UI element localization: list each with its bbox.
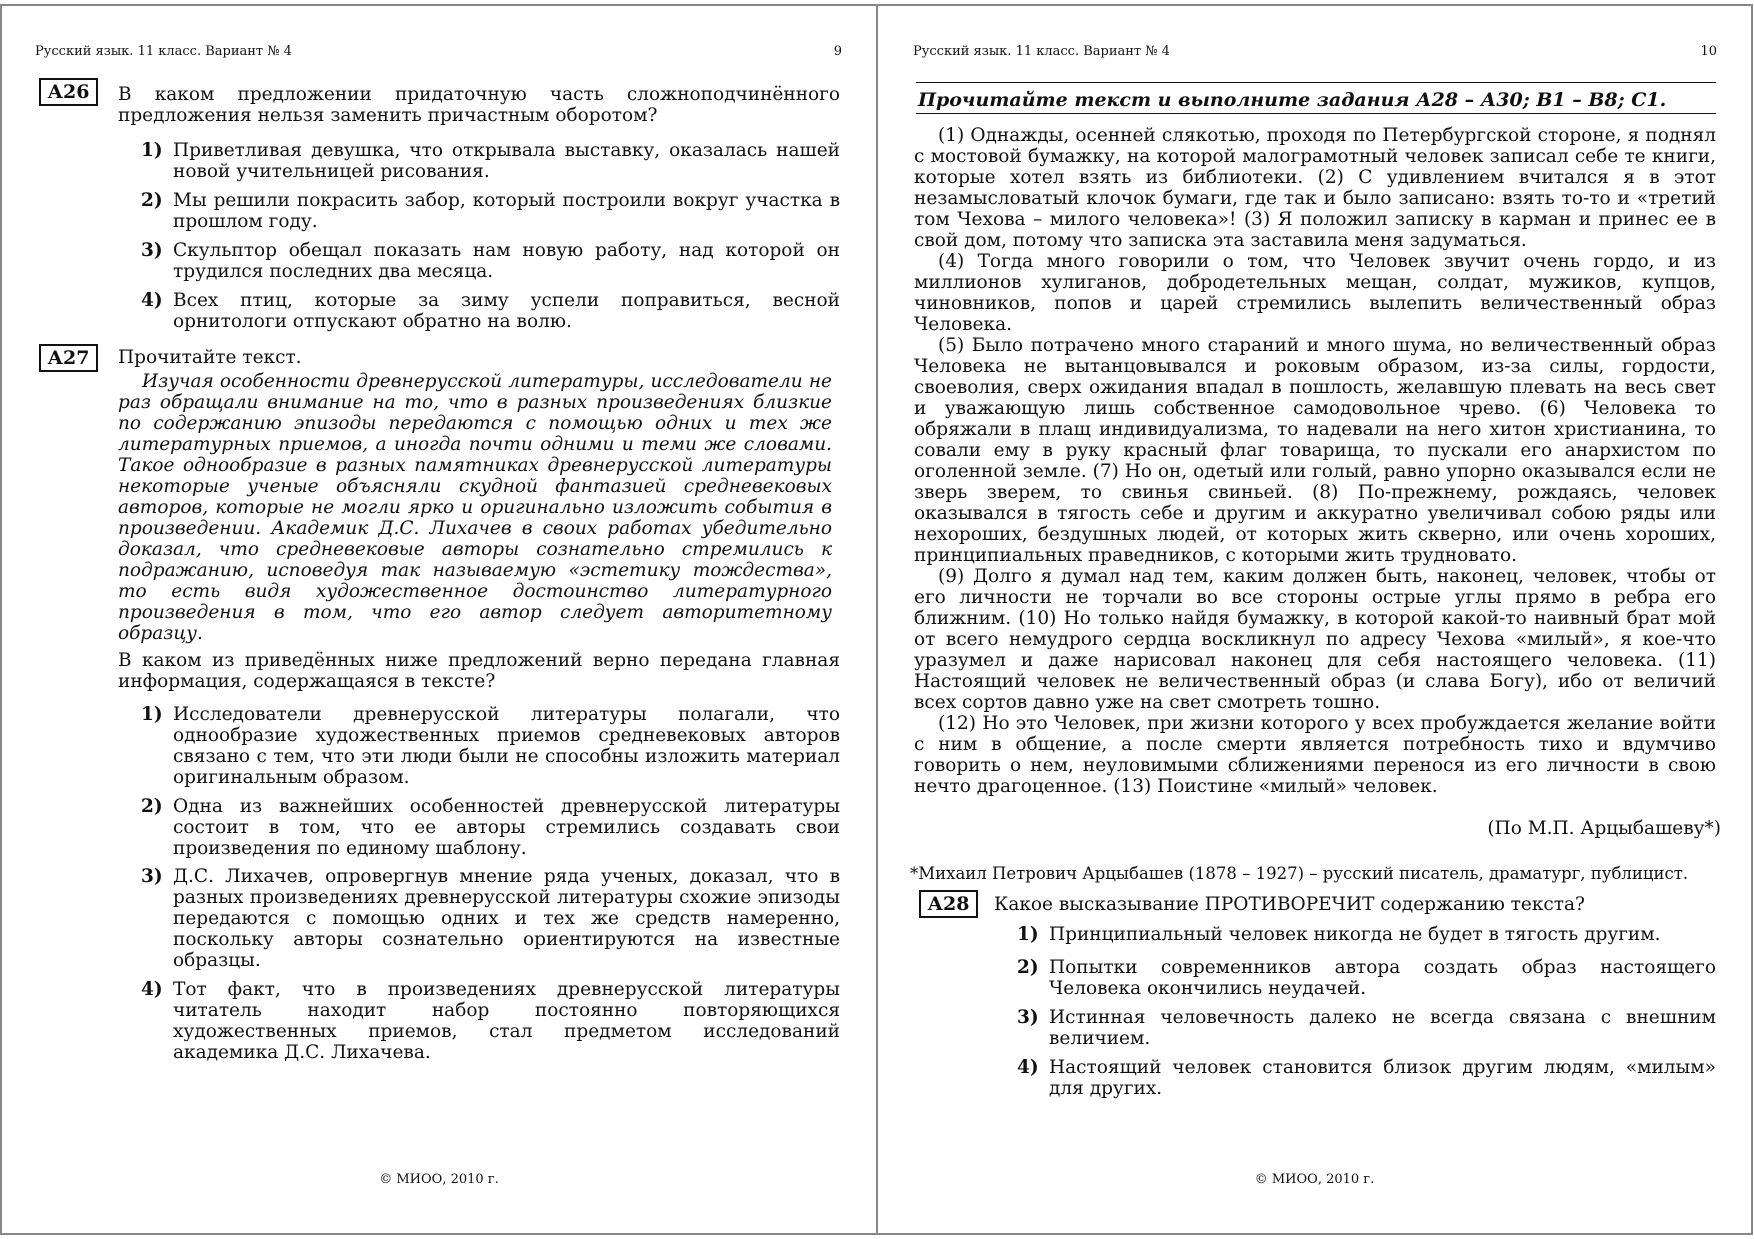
option-text: Принципиальный человек никогда не будет в тягость другим. (1049, 924, 1661, 945)
option-number: 1) (141, 140, 163, 161)
a27-question: В каком из приведённых ниже предложений верно передана главная информация, содержащаяся в тексте? (118, 650, 840, 692)
instruction-bottom-rule (916, 113, 1716, 114)
page-header-title: Русский язык. 11 класс. Вариант № 4 (913, 44, 1170, 59)
option-text: Приветливая девушка, что открывала выставку, оказалась нашей новой учительницей рисования. (173, 140, 840, 182)
a27-intro: Прочитайте текст. (118, 347, 302, 368)
option-number: 4) (141, 290, 163, 311)
a28-option-1[interactable] (1017, 924, 1716, 945)
text-paragraph: (9) Долго я думал над тем, каким должен быть, наконец, человек, чтобы от его личности не торчали во все стороны острые углы прямо в ребра его ближним. (10) Но только найдя бумажку, в которой какой-то наивный брат мой от всего немудрого сердца воскликнул по адресу Чехова «милый», я кое-что уразумел и даже нарисовал наконец для себя настоящего человека. (11) Настоящий человек не величественный образ (и слава Богу), ибо от величий всех сортов давно уже на свет смотреть тошно. (914, 566, 1716, 713)
reading-text (914, 125, 1716, 797)
page-footer: © МИОО, 2010 г. (1254, 1172, 1375, 1187)
option-number: 2) (1017, 957, 1039, 978)
option-number: 4) (141, 979, 163, 1000)
a26-question: В каком предложении придаточную часть сложноподчинённого предложения нельзя заменить причастным оборотом? (118, 84, 840, 126)
option-number: 2) (141, 190, 163, 211)
option-text: Одна из важнейших особенностей древнерусской литературы состоит в том, что ее авторы стремились создавать свои произведения по единому шаблону. (173, 796, 840, 859)
author-footnote: *Михаил Петрович Арцыбашев (1878 – 1927) – русский писатель, драматург, публицист. (910, 864, 1689, 883)
option-number: 1) (141, 704, 163, 725)
a26-option-4[interactable] (141, 290, 840, 332)
task-label-a27: А27 (39, 344, 98, 372)
a27-option-4[interactable] (141, 979, 840, 1063)
page-footer: © МИОО, 2010 г. (379, 1172, 499, 1187)
task-label-a28: А28 (919, 890, 978, 918)
option-text: Тот факт, что в произведениях древнерусской литературы читатель находит набор постоянно повторяющихся художественных приемов, стал предметом исследований академика Д.С. Лихачева. (173, 979, 840, 1063)
a28-option-2[interactable] (1017, 957, 1716, 999)
option-text: Попытки современников автора создать образ настоящего Человека окончились неудачей. (1049, 957, 1716, 999)
option-number: 3) (141, 866, 163, 887)
option-number: 3) (141, 240, 163, 261)
option-number: 3) (1017, 1007, 1039, 1028)
task-label-a26: А26 (39, 78, 98, 106)
a28-option-3[interactable] (1017, 1007, 1716, 1049)
option-text: Истинная человечность далеко не всегда связана с внешним величием. (1049, 1007, 1716, 1049)
option-text: Исследователи древнерусской литературы полагали, что однообразие художественных приемов средневековых авторов связано с тем, что эти люди были не способны изложить материал оригинальным образом. (173, 704, 840, 788)
a27-option-2[interactable] (141, 796, 840, 859)
a28-option-4[interactable] (1017, 1057, 1716, 1099)
a26-option-3[interactable] (141, 240, 840, 282)
text-paragraph: (1) Однажды, осенней слякотью, проходя по Петербургской стороне, я поднял с мостовой бумажку, на которой малограмотный человек записал себе те книги, которые хотел взять из библиотеки. (2) С удивлением вчитался я в этот незамысловатый клочок бумаги, где так и было записано: взять то-то и «третий том Чехова – милого человека»! (3) Я положил записку в карман и принес ее в свой дом, потому что записка эта заставила меня задуматься. (914, 125, 1716, 251)
option-text: Д.С. Лихачев, опровергнув мнение ряда ученых, доказал, что в разных произведениях древнерусской литературы схожие эпизоды передаются с помощью одних и тех же средств намеренно, поскольку авторы сознательно ориентируются на известные образцы. (173, 866, 840, 971)
a27-option-3[interactable] (141, 866, 840, 971)
a27-passage: Изучая особенности древнерусской литературы, исследователи не раз обращали внимание на то, что в разных произведениях близкие по содержанию эпизоды передаются с помощью одних и тех же литературных приемов, а иногда почти одними и теми же словами. Такое однообразие в разных памятниках древнерусской литературы некоторые ученые объясняли скудной фантазией средневековых авторов, которые не могли ярко и оригинально изложить события в произведении. Академик Д.С. Лихачев в своих работах убедительно доказал, что средневековые авторы сознательно стремились к подражанию, исповедуя так называемую «эстетику тождества», то есть видя художественное достоинство литературного произведения в том, что его автор следует авторитетному образцу. (118, 371, 832, 644)
option-text: Настоящий человек становится близок другим людям, «милым» для других. (1049, 1057, 1716, 1099)
a26-option-1[interactable] (141, 140, 840, 182)
text-paragraph: (5) Было потрачено много стараний и много шума, но величественный образ Человека не вытанцовывался и роковым образом, из-за силы, гордости, своеволия, сверх ожидания впадал в пошлость, желавшую плевать на весь свет и уважающую лишь собственное самодовольное чрево. (6) Человека то обряжали в плащ индивидуализма, то надевали на него хитон христианина, то совали ему в руку красный флаг товарища, то пускали его анархистом по оголенной земле. (7) Но он, одетый или голый, равно упорно оказывался если не зверь зверем, то свинья свиньей. (8) По-прежнему, рождаясь, человек оказывался в тягость себе и другим и аккуратно увеличивал собою ряды или нехороших, бездушных людей, от которых жить скверно, или очень хороших, принципиальных праведников, с которыми жить трудновато. (914, 335, 1716, 566)
option-text: Всех птиц, которые за зиму успели поправиться, весной орнитологи отпускают обратно на волю. (173, 290, 840, 332)
left-page (0, 4, 878, 1235)
a26-option-2[interactable] (141, 190, 840, 232)
text-paragraph: (12) Но это Человек, при жизни которого у всех пробуждается желание войти с ним в общение, а после смерти является потребность тихо и вдумчиво говорить о нем, неуловимыми сближениями перенося из его личности в свою нечто драгоценное. (13) Поистине «милый» человек. (914, 713, 1716, 797)
text-attribution: (По М.П. Арцыбашеву*) (1487, 818, 1721, 839)
page-number: 10 (1700, 44, 1717, 59)
text-paragraph: (4) Тогда много говорили о том, что Человек звучит очень гордо, и из миллионов хулиганов, добродетельных мещан, солдат, мужиков, купцов, чиновников, попов и царей стремились вылепить величественный образ Человека. (914, 251, 1716, 335)
option-text: Скульптор обещал показать нам новую работу, над которой он трудился последних два месяца. (173, 240, 840, 282)
a28-question: Какое высказывание ПРОТИВОРЕЧИТ содержанию текста? (994, 894, 1585, 915)
option-text: Мы решили покрасить забор, который построили вокруг участка в прошлом году. (173, 190, 840, 232)
option-number: 2) (141, 796, 163, 817)
reading-instruction: Прочитайте текст и выполните задания А28 – А30; В1 – В8; С1. (918, 89, 1667, 111)
instruction-top-rule (916, 82, 1716, 83)
page-header-title: Русский язык. 11 класс. Вариант № 4 (35, 44, 292, 59)
option-number: 4) (1017, 1057, 1039, 1078)
a27-option-1[interactable] (141, 704, 840, 788)
page-number: 9 (833, 44, 842, 59)
right-page (876, 4, 1753, 1235)
option-number: 1) (1017, 924, 1039, 945)
